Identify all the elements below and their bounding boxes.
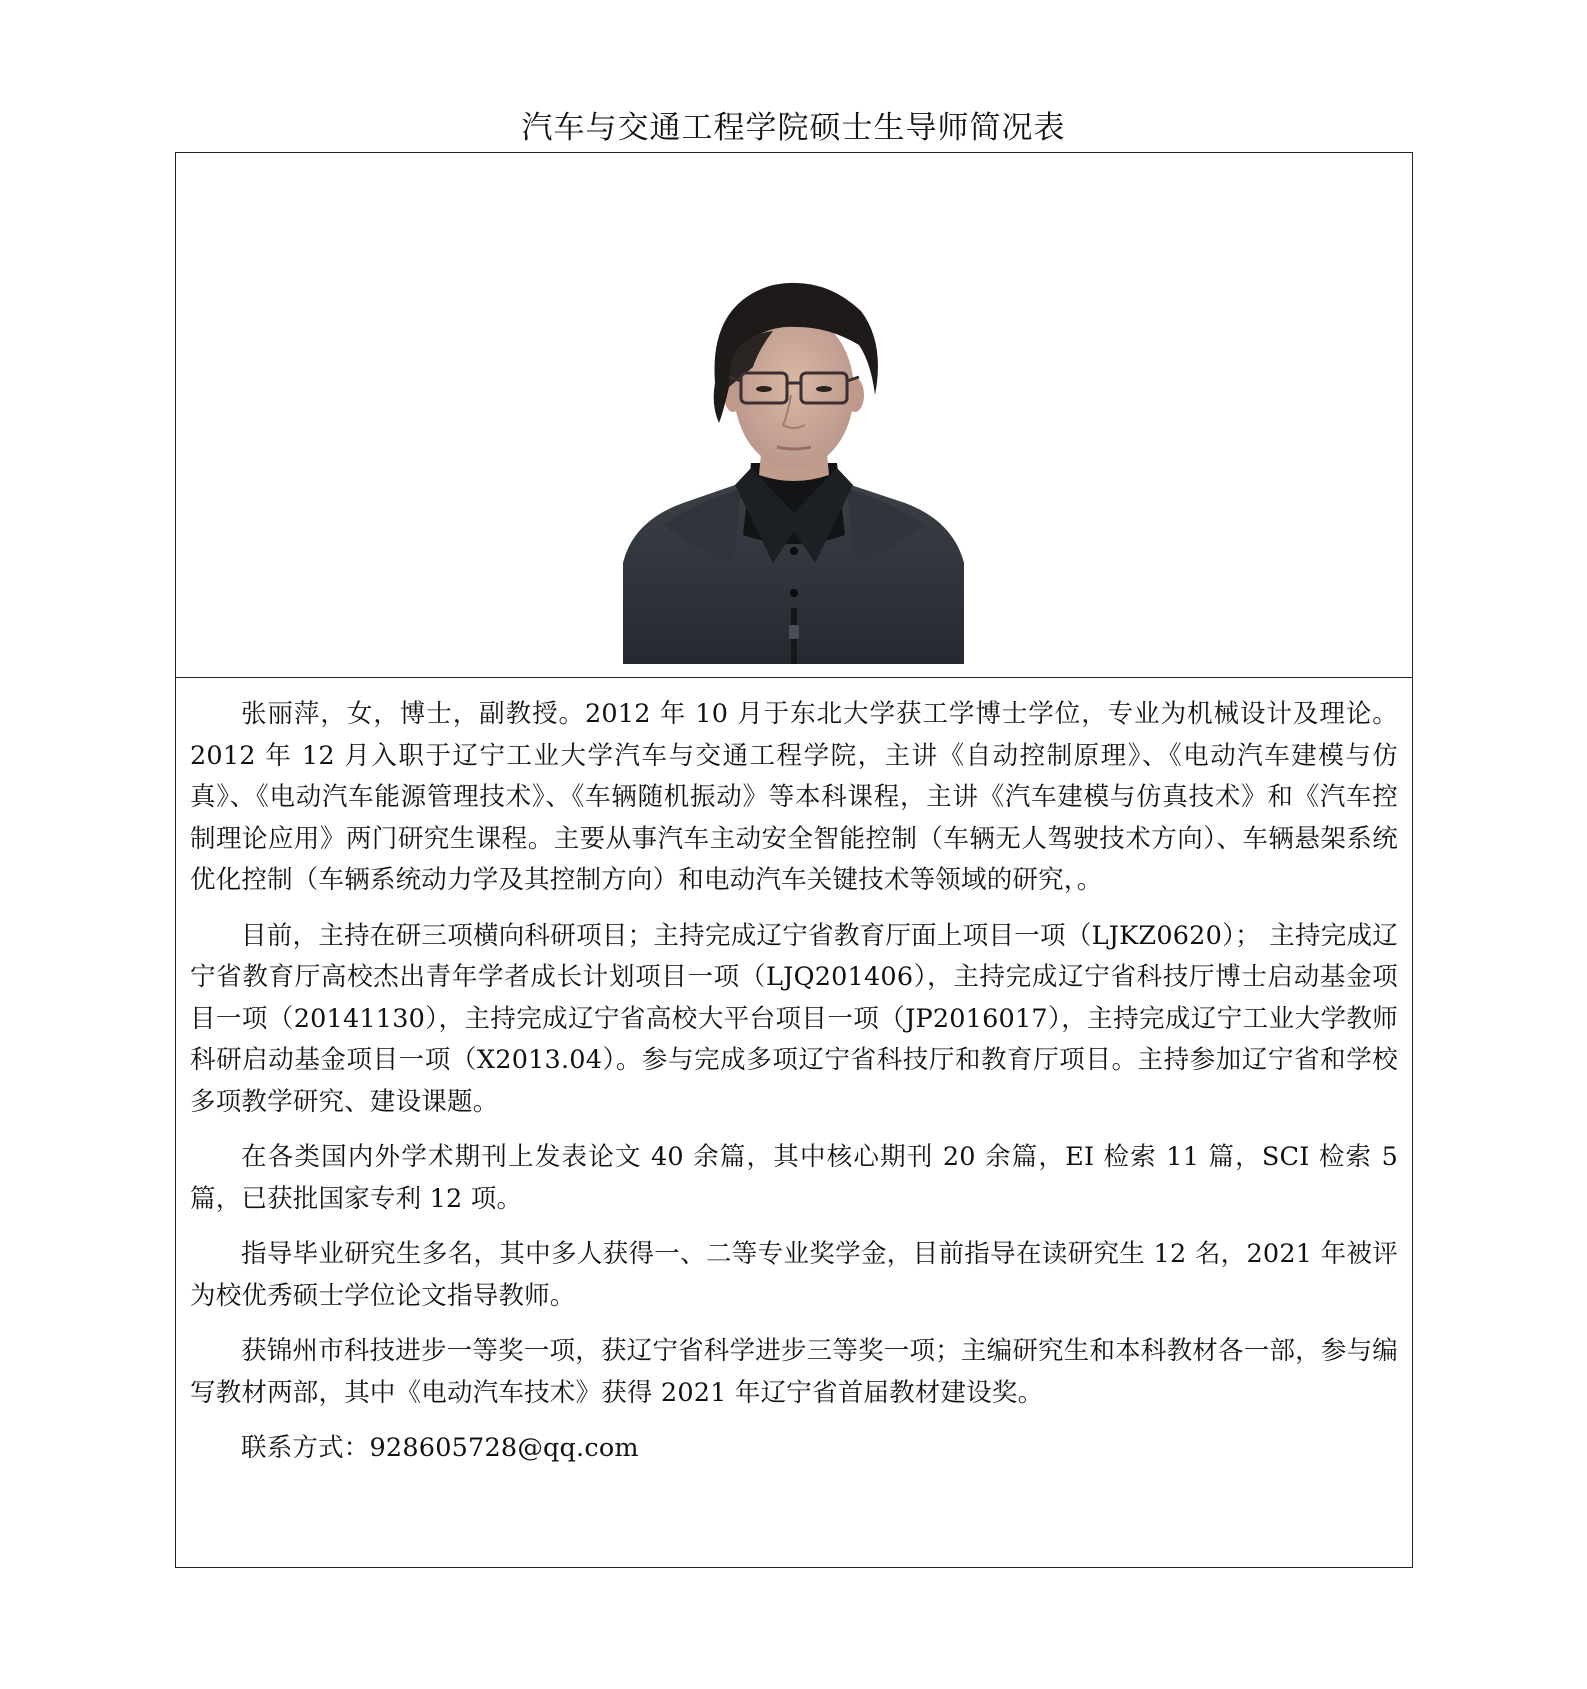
bio-paragraph-publications: 在各类国内外学术期刊上发表论文 40 余篇，其中核心期刊 20 余篇，EI 检索 11 篇，SCI 检索 5 篇，已获批国家专利 12 项。 [190,1142,1398,1214]
biography-cell [176,678,1412,1484]
bio-paragraph-projects: 目前，主持在研三项横向科研项目；主持完成辽宁省教育厅面上项目一项（LJKZ0620）； 主持完成辽宁省教育厅高校杰出青年学者成长计划项目一项（LJQ201406），主持完成辽宁省科技厅博士启动基金项目一项（20141130），主持完成辽宁省高校大平台项目一项（JP2016017），主持完成辽宁工业大学教师科研启动基金项目一项（X2013.04）。参与完成多项辽宁省科技厅和教育厅项目。主持参加辽宁省和学校多项教学研究、建设课题。 [190,920,1398,1117]
advisor-profile-table [175,152,1413,1568]
bio-paragraph-intro: 张丽萍，女，博士，副教授。2012 年 10 月于东北大学获工学博士学位，专业为机械设计及理论。2012 年 12 月入职于辽宁工业大学汽车与交通工程学院，主讲《自动控制原理》、《电动汽车建模与仿真》、《电动汽车能源管理技术》、《车辆随机振动》等本科课程，主讲《汽车建模与仿真技术》和《汽车控制理论应用》两门研究生课程。主要从事汽车主动安全智能控制（车辆无人驾驶技术方向）、车辆悬架系统优化控制（车辆系统动力学及其控制方向）和电动汽车关键技术等领域的研究，。 [190,699,1398,895]
bio-paragraph-awards: 获锦州市科技进步一等奖一项，获辽宁省科学进步三等奖一项；主编研究生和本科教材各一部，参与编写教材两部，其中《电动汽车技术》获得 2021 年辽宁省首届教材建设奖。 [190,1336,1398,1408]
photo-cell [176,153,1412,678]
page-title: 汽车与交通工程学院硕士生导师简况表 [521,110,1066,146]
portrait-photo [623,263,964,664]
bio-paragraph-supervision: 指导毕业研究生多名，其中多人获得一、二等专业奖学金，目前指导在读研究生 12 名，2021 年被评为校优秀硕士学位论文指导教师。 [190,1239,1398,1311]
contact-info: 联系方式：928605728@qq.com [241,1433,639,1463]
